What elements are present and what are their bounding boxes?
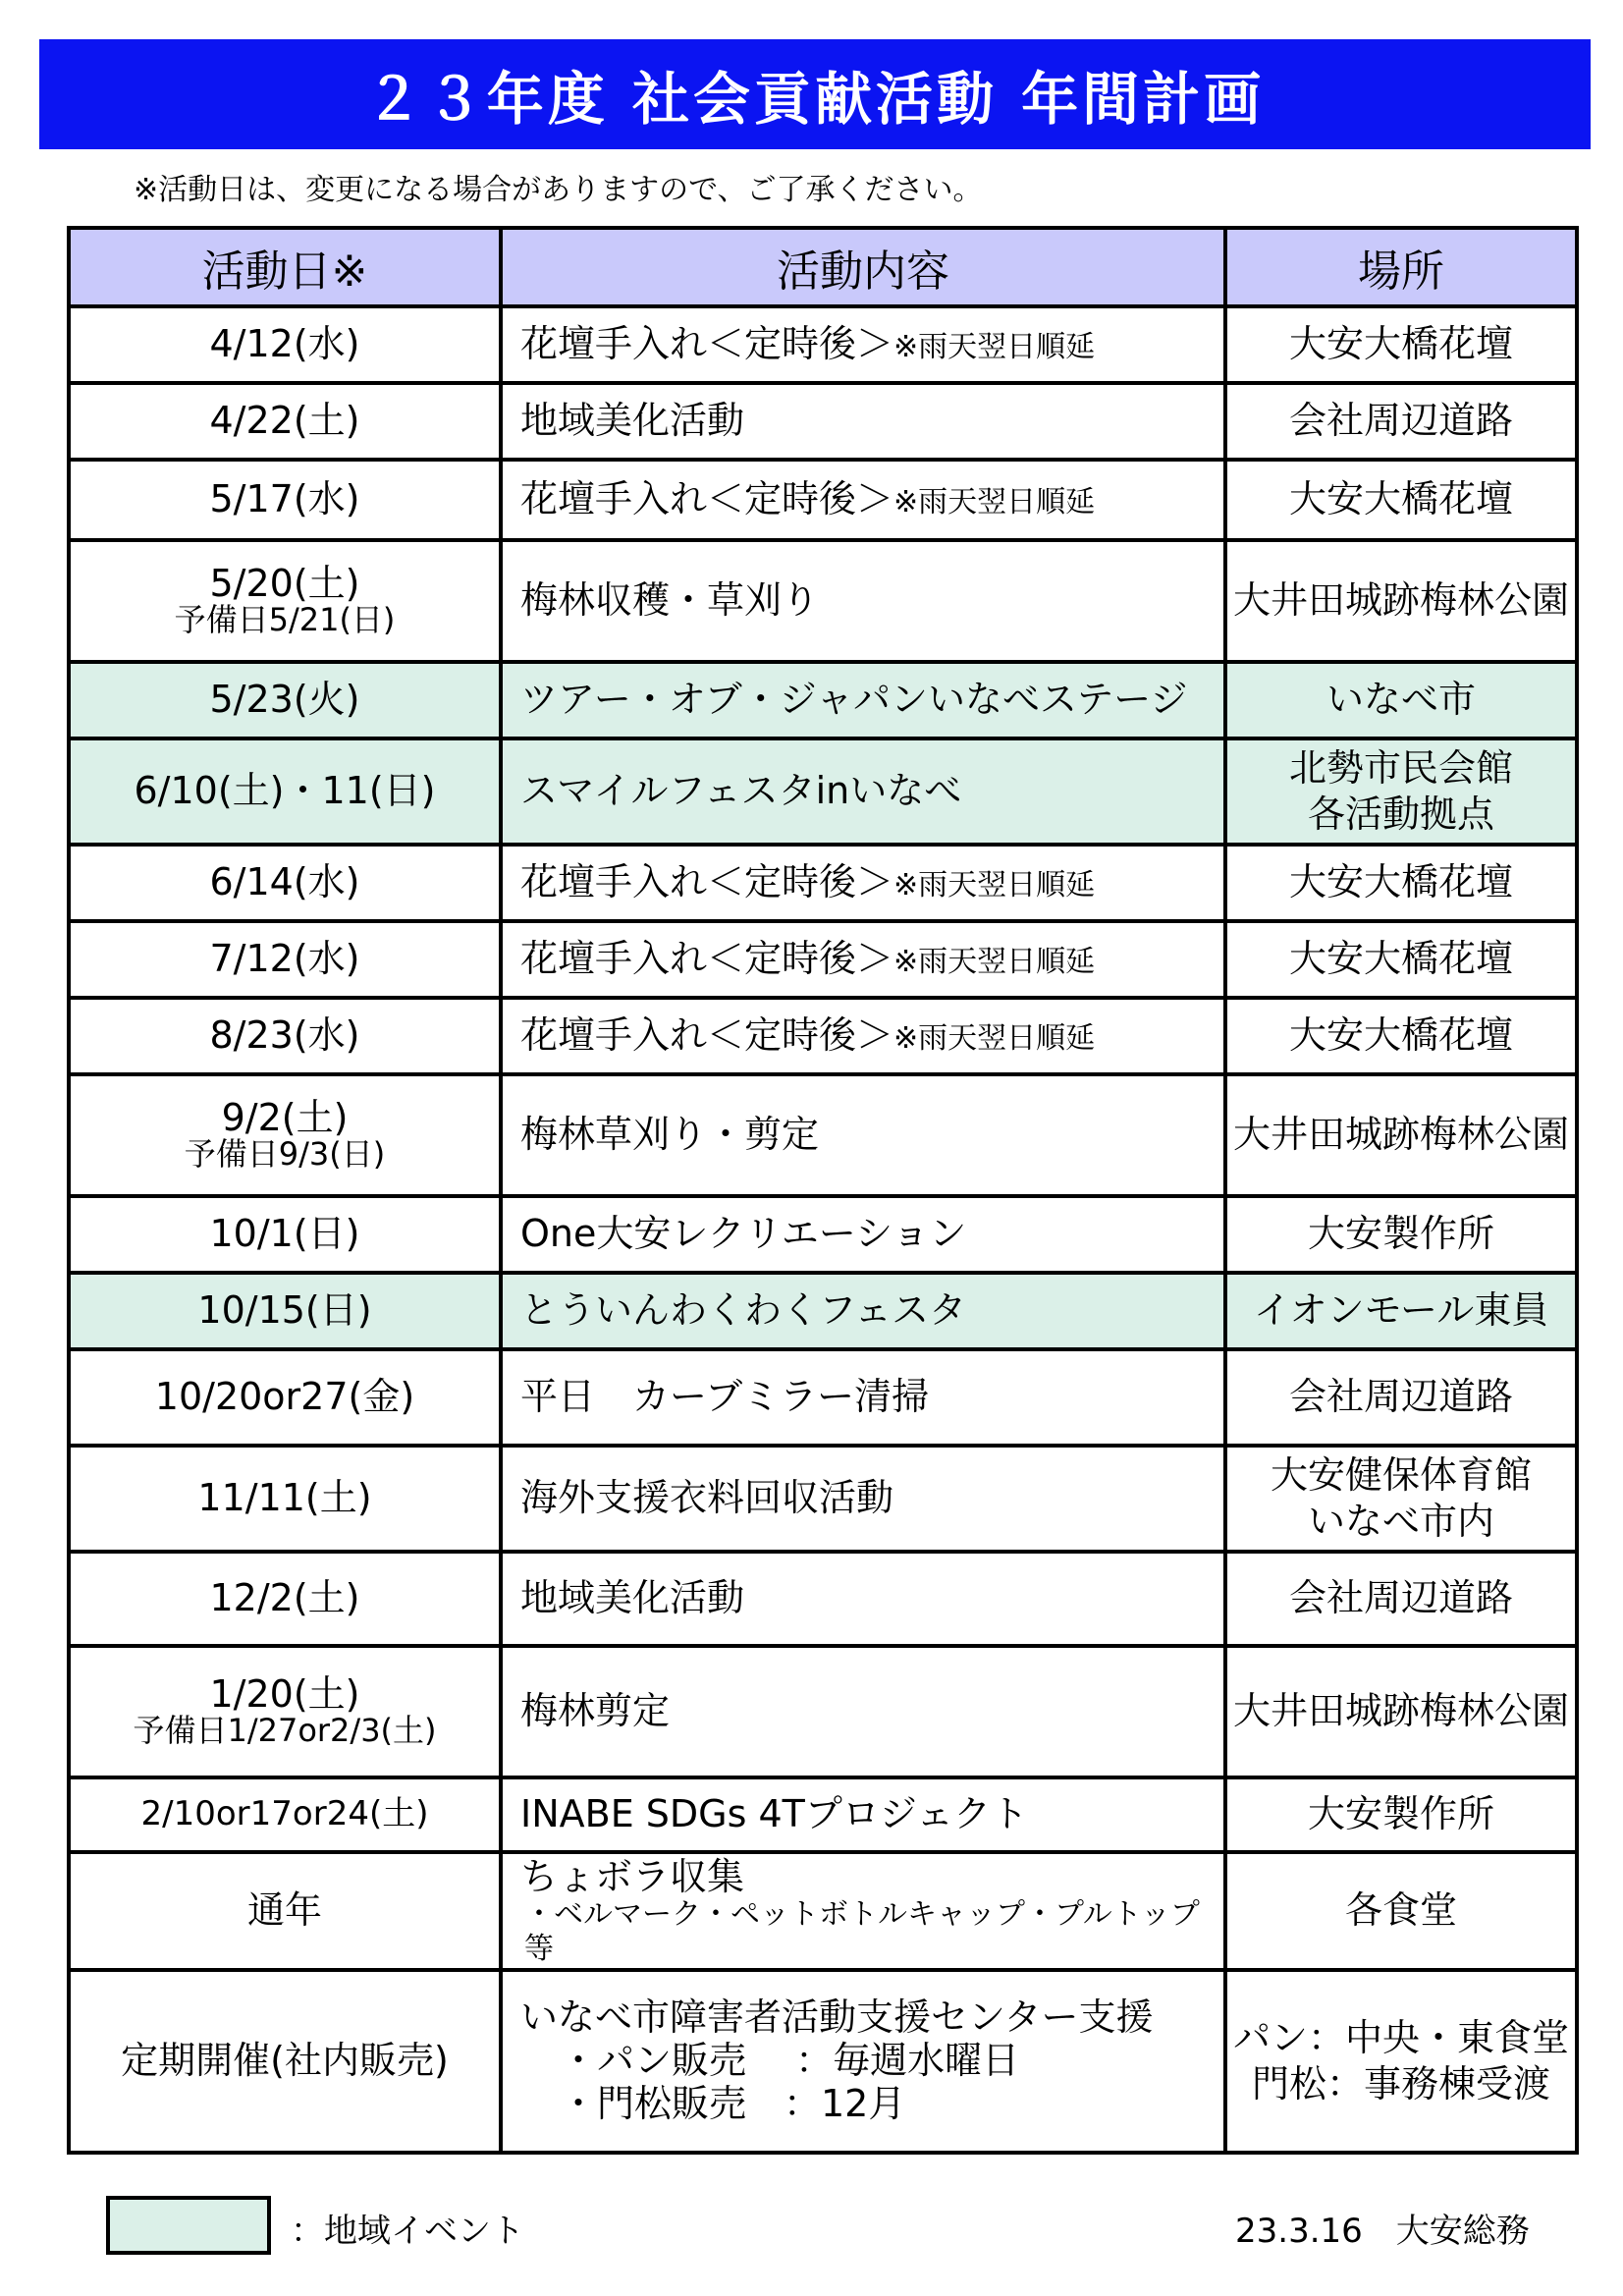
place-cell bbox=[1225, 383, 1577, 460]
table-row bbox=[69, 1349, 1577, 1446]
date-text: 4/22(土) bbox=[209, 399, 360, 443]
table-row bbox=[69, 1552, 1577, 1646]
date-cell bbox=[69, 1074, 501, 1196]
table-row bbox=[69, 1646, 1577, 1777]
place-cell bbox=[1225, 1777, 1577, 1852]
date-cell bbox=[69, 383, 501, 460]
place-cell bbox=[1225, 662, 1577, 738]
content-cell bbox=[501, 845, 1225, 921]
place-text: 大井田城跡梅林公園 bbox=[1232, 1113, 1569, 1157]
content-cell bbox=[501, 306, 1225, 383]
date-cell bbox=[69, 998, 501, 1074]
table-row bbox=[69, 998, 1577, 1074]
title-bar bbox=[39, 39, 1591, 149]
rain-note: ※雨天翌日順延 bbox=[893, 1021, 1096, 1057]
content-text: 花壇手入れ＜定時後＞ bbox=[520, 477, 894, 521]
content-cell bbox=[501, 1446, 1225, 1552]
content-line-2: ・パン販売 ：毎週水曜日 bbox=[560, 2039, 1020, 2083]
place-cell bbox=[1225, 1552, 1577, 1646]
header-content: 活動内容 bbox=[501, 228, 1225, 306]
date-cell bbox=[69, 738, 501, 845]
table-row bbox=[69, 460, 1577, 540]
place-cell bbox=[1225, 1852, 1577, 1970]
rain-note: ※雨天翌日順延 bbox=[893, 868, 1096, 903]
place-cell bbox=[1225, 1446, 1577, 1552]
rain-note: ※雨天翌日順延 bbox=[893, 330, 1096, 365]
date-text: 5/17(水) bbox=[209, 477, 360, 521]
place-text: イオンモール東員 bbox=[1253, 1288, 1549, 1333]
place-text: 大安製作所 bbox=[1307, 1212, 1494, 1256]
place-cell bbox=[1225, 1970, 1577, 2153]
place-text: 大安大橋花壇 bbox=[1288, 860, 1513, 904]
activity-table bbox=[67, 226, 1579, 2155]
legend-label: ：地域イベント bbox=[291, 2212, 524, 2251]
content-cell bbox=[501, 1196, 1225, 1273]
content-text: 花壇手入れ＜定時後＞ bbox=[520, 1013, 894, 1058]
date-cell bbox=[69, 1552, 501, 1646]
content-cell bbox=[501, 1074, 1225, 1196]
place-text: 大安大橋花壇 bbox=[1288, 937, 1513, 981]
table-row bbox=[69, 1074, 1577, 1196]
schedule-note: ※活動日は、変更になる場合がありますので、ご了承ください。 bbox=[134, 173, 983, 207]
content-text: ツアー・オブ・ジャパンいなべステージ bbox=[520, 678, 1188, 722]
date-text: 12/2(土) bbox=[209, 1576, 360, 1620]
place-text: 大井田城跡梅林公園 bbox=[1232, 578, 1569, 623]
date-text: 2/10or17or24(土) bbox=[140, 1794, 429, 1834]
table-row-event bbox=[69, 738, 1577, 845]
date-cell bbox=[69, 1852, 501, 1970]
date-text: 通年 bbox=[246, 1888, 322, 1933]
reserve-date: 予備日1/27or2/3(土) bbox=[133, 1712, 437, 1750]
date-text: 6/14(水) bbox=[209, 860, 360, 904]
rain-note: ※雨天翌日順延 bbox=[893, 945, 1096, 980]
rain-note: ※雨天翌日順延 bbox=[893, 485, 1096, 520]
content-cell bbox=[501, 1852, 1225, 1970]
content-text: 海外支援衣料回収活動 bbox=[520, 1476, 894, 1520]
table-row bbox=[69, 306, 1577, 383]
date-text: 11/11(土) bbox=[197, 1476, 372, 1520]
date-cell bbox=[69, 1777, 501, 1852]
place-text: いなべ市 bbox=[1325, 678, 1476, 722]
place-text-2: いなべ市内 bbox=[1307, 1500, 1494, 1543]
date-text: 5/20(土) bbox=[209, 562, 360, 606]
header-date: 活動日※ bbox=[69, 228, 501, 306]
footer-date: 23.3.16 大安総務 bbox=[1235, 2212, 1530, 2251]
content-text: 地域美化活動 bbox=[520, 399, 745, 443]
place-text: 大安大橋花壇 bbox=[1288, 477, 1513, 521]
place-text: 大安健保体育館 bbox=[1270, 1452, 1532, 1497]
date-cell bbox=[69, 306, 501, 383]
table-row bbox=[69, 1196, 1577, 1273]
place-text: 大安大橋花壇 bbox=[1288, 322, 1513, 366]
date-cell bbox=[69, 921, 501, 998]
table-row bbox=[69, 1446, 1577, 1552]
date-cell bbox=[69, 460, 501, 540]
place-text: 会社周辺道路 bbox=[1288, 1375, 1513, 1419]
table-header-row bbox=[69, 228, 1577, 306]
date-text: 7/12(水) bbox=[209, 937, 360, 981]
place-text: 大井田城跡梅林公園 bbox=[1232, 1689, 1569, 1733]
table-row bbox=[69, 540, 1577, 662]
table-row bbox=[69, 921, 1577, 998]
content-text: One大安レクリエーション bbox=[520, 1212, 967, 1256]
date-cell bbox=[69, 1646, 501, 1777]
content-cell bbox=[501, 998, 1225, 1074]
content-text: 花壇手入れ＜定時後＞ bbox=[520, 860, 894, 904]
date-cell bbox=[69, 1970, 501, 2153]
table-row bbox=[69, 1970, 1577, 2153]
date-text: 5/23(火) bbox=[209, 678, 360, 722]
content-line-3: ・門松販売 ：12月 bbox=[560, 2081, 906, 2125]
content-cell bbox=[501, 662, 1225, 738]
table-row bbox=[69, 383, 1577, 460]
date-cell bbox=[69, 540, 501, 662]
table-row-event bbox=[69, 1273, 1577, 1349]
date-text: 10/15(日) bbox=[197, 1288, 372, 1333]
date-text-2: (社内販売) bbox=[270, 2039, 449, 2083]
place-cell bbox=[1225, 1349, 1577, 1446]
place-cell bbox=[1225, 998, 1577, 1074]
place-text: 各食堂 bbox=[1344, 1888, 1457, 1933]
place-cell bbox=[1225, 738, 1577, 845]
place-cell bbox=[1225, 845, 1577, 921]
legend-swatch bbox=[106, 2196, 271, 2255]
date-cell bbox=[69, 845, 501, 921]
content-cell bbox=[501, 1777, 1225, 1852]
date-cell bbox=[69, 1349, 501, 1446]
date-text: 10/1(日) bbox=[209, 1212, 360, 1256]
place-text: 北勢市民会館 bbox=[1288, 745, 1513, 790]
place-cell bbox=[1225, 921, 1577, 998]
content-cell bbox=[501, 460, 1225, 540]
header-place: 場所 bbox=[1225, 228, 1577, 306]
place-cell bbox=[1225, 540, 1577, 662]
place-cell bbox=[1225, 460, 1577, 540]
content-text: 平日 カーブミラー清掃 bbox=[520, 1375, 930, 1419]
content-text: スマイルフェスタinいなべ bbox=[520, 769, 962, 813]
table-row bbox=[69, 1777, 1577, 1852]
content-text: 梅林収穫・草刈り bbox=[520, 578, 820, 623]
content-cell bbox=[501, 1970, 1225, 2153]
date-text: 8/23(水) bbox=[209, 1013, 360, 1058]
place-cell bbox=[1225, 1273, 1577, 1349]
date-text: 9/2(土) bbox=[221, 1096, 349, 1140]
date-cell bbox=[69, 1196, 501, 1273]
content-text: 花壇手入れ＜定時後＞ bbox=[520, 937, 894, 981]
content-cell bbox=[501, 383, 1225, 460]
reserve-date: 予備日5/21(日) bbox=[174, 601, 396, 639]
content-text: ちょボラ収集 bbox=[520, 1854, 745, 1898]
content-cell bbox=[501, 1273, 1225, 1349]
content-text: 地域美化活動 bbox=[520, 1576, 745, 1620]
place-text-2: 門松：事務棟受渡 bbox=[1251, 2062, 1550, 2105]
place-cell bbox=[1225, 1196, 1577, 1273]
table-row bbox=[69, 845, 1577, 921]
place-cell bbox=[1225, 1646, 1577, 1777]
content-cell bbox=[501, 1646, 1225, 1777]
place-cell bbox=[1225, 1074, 1577, 1196]
place-text: 会社周辺道路 bbox=[1288, 399, 1513, 443]
date-text: 6/10(土)・11(日) bbox=[134, 769, 436, 813]
date-cell bbox=[69, 662, 501, 738]
place-cell bbox=[1225, 306, 1577, 383]
content-text: INABE SDGs 4Tプロジェクト bbox=[520, 1792, 1029, 1836]
place-text: 大安大橋花壇 bbox=[1288, 1013, 1513, 1058]
content-text: いなべ市障害者活動支援センター支援 bbox=[520, 1995, 1154, 2040]
date-text: 4/12(水) bbox=[209, 322, 360, 366]
date-text: 定期開催 bbox=[121, 2039, 271, 2083]
place-text: パン：中央・東食堂 bbox=[1232, 2015, 1569, 2059]
content-text: 梅林草刈り・剪定 bbox=[520, 1113, 820, 1157]
content-text: 花壇手入れ＜定時後＞ bbox=[520, 322, 894, 366]
date-text: 10/20or27(金) bbox=[154, 1375, 415, 1419]
content-cell bbox=[501, 738, 1225, 845]
place-text-2: 各活動拠点 bbox=[1307, 793, 1494, 836]
content-text: とういんわくわくフェスタ bbox=[520, 1288, 967, 1333]
place-text: 会社周辺道路 bbox=[1288, 1576, 1513, 1620]
date-cell bbox=[69, 1273, 501, 1349]
date-cell bbox=[69, 1446, 501, 1552]
date-text: 1/20(土) bbox=[209, 1672, 360, 1717]
content-text: 梅林剪定 bbox=[520, 1689, 671, 1733]
content-cell bbox=[501, 540, 1225, 662]
place-text: 大安製作所 bbox=[1307, 1792, 1494, 1836]
table-row-event bbox=[69, 662, 1577, 738]
content-cell bbox=[501, 921, 1225, 998]
reserve-date: 予備日9/3(日) bbox=[184, 1135, 386, 1174]
table-row bbox=[69, 1852, 1577, 1970]
content-cell bbox=[501, 1552, 1225, 1646]
page-title: ２３年度 社会貢献活動 年間計画 bbox=[364, 66, 1266, 133]
content-detail: ・ベルマーク・ペットボトルキャップ・プルトップ等 bbox=[524, 1897, 1200, 1966]
content-cell bbox=[501, 1349, 1225, 1446]
